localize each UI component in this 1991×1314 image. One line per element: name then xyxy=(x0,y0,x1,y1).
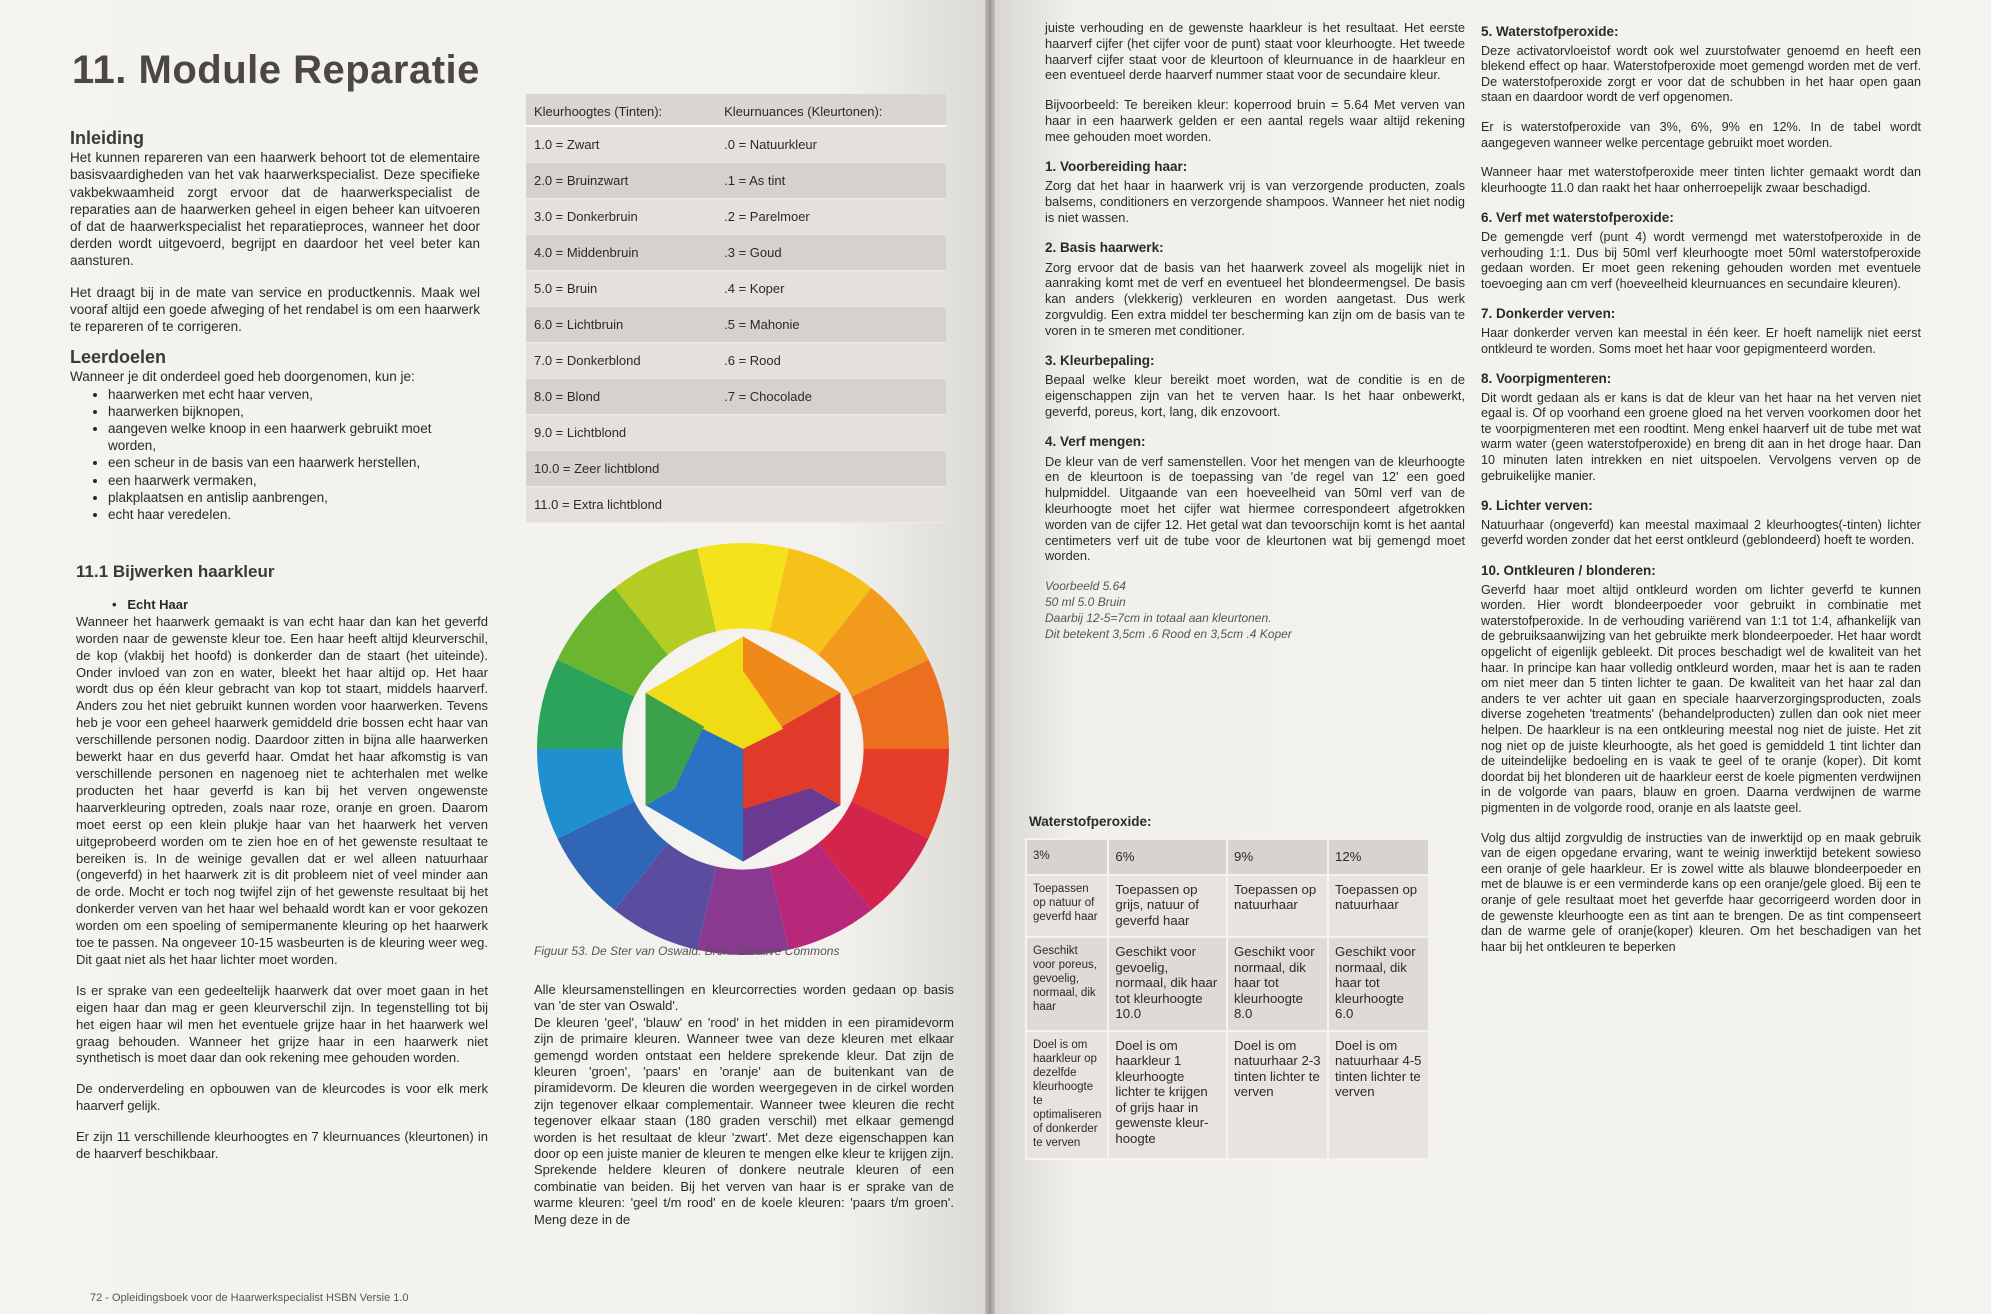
table-row xyxy=(526,235,946,271)
step-5-text-3: Wanneer haar met waterstofperoxide meer tinten lichter gemaakt wordt dan kleurhoogte 11.0 dan raakt het haar onherroepelijk zwaar beschadigd. xyxy=(1481,165,1921,195)
table-header: 6% xyxy=(1108,839,1227,875)
step-8-text: Dit wordt gedaan als er kans is dat de kleur van het haar na het verven niet egaal is. Of op voorhand een groene gloed na het verven voorkomen door het te voorpigmenteren met een roodtint. Meng enkel haarverf uit de tube met wat warm water (geen waterstofperoxide) en breng dit aan in het droge haar. Dan 10 minuten laten intrekken en niet uitspoelen. Vervolgens verven op de gebruikelijke manier. xyxy=(1481,390,1921,483)
table-cell: 1.0 = Zwart xyxy=(526,126,716,163)
step-6-title: 6. Verf met waterstofperoxide: xyxy=(1481,210,1674,226)
table-row xyxy=(526,271,946,307)
left-column-body xyxy=(76,564,488,1177)
right-column-1 xyxy=(1045,20,1465,642)
page-footer: 72 - Opleidingsboek voor de Haarwerkspecialist HSBN Versie 1.0 xyxy=(90,1292,409,1304)
right-column-2 xyxy=(1481,24,1921,969)
left-column-top xyxy=(70,130,480,537)
table-row xyxy=(526,199,946,235)
oswald-paragraph-2: De kleuren 'geel', 'blauw' en 'rood' in het midden in een piramidevorm zijn de primaire kleuren. Wanneer twee van deze kleuren met elkaar gemengd worden ontstaat een heldere sprekende kleur. Dat zijn de kleuren 'groen', 'paars' en 'oranje' aan de buitenkant van de piramidevorm. De kleuren die worden weergegeven in de cirkel worden zijn tegenover elkaar complementair. Wanneer twee kleuren die recht tegenover elkaar staan (180 graden verschil) met elkaar gemengd worden is het resultaat de kleur 'zwart'. Met deze eigenschappen kan door op een juiste manier de kleuren te mengen elke kleur te krijgen zijn. Sprekende heldere kleuren of donkere neutrale kleuren of een combinatie van beiden. Bij het verven van haar is er sprake van de warme kleuren: 'geel t/m rood' en de koele kleuren: 'paars t/m groen'. Meng deze in de xyxy=(534,1014,954,1227)
table-row xyxy=(1026,839,1429,875)
inleiding-heading: Inleiding xyxy=(70,128,144,148)
table-row xyxy=(526,126,946,163)
table-cell: .1 = As tint xyxy=(716,163,946,199)
table-row xyxy=(526,451,946,487)
table-row xyxy=(526,379,946,415)
table-cell: .2 = Parelmoer xyxy=(716,199,946,235)
voorbeeld-line: Dit betekent 3,5cm .6 Rood en 3,5cm .4 Koper xyxy=(1045,627,1292,642)
step-9-title: 9. Lichter verven: xyxy=(1481,498,1593,514)
step-10-text-2: Volg dus altijd zorgvuldig de instructies van de inwerktijd op en maak gebruik van de eigen opgedane ervaring, want te weinig inwerktijd betekent sowieso een oranje of gele haarkleur. Er is zowel witte als blauwe blondeerpoeder en met de blauwe is er een verminderde kans op een oranje/gele gloed. Bij een te oranje of gele resultaat moet het geverfde haar gecorrigeerd worden door in de gewenste kleurhoogte een as tint aan te brengen. De as tint compenseert dan de warme gele of oranje(koper) kleuren. Om het beschadigen van het haar bij het ontkleuren te beperken xyxy=(1481,830,1921,954)
step-3-title: 3. Kleurbepaling: xyxy=(1045,352,1155,368)
echt-haar-paragraph-4: Er zijn 11 verschillende kleurhoogtes en 7 kleurnuances (kleurtonen) in de haarverf beschikbaar. xyxy=(76,1129,488,1162)
table-cell: Doel is om natuurhaar 2-3 tinten lichter te verven xyxy=(1227,1031,1328,1159)
list-item: • aangeven welke knoop in een haarwerk gebruikt moet worden, xyxy=(108,420,480,454)
table-cell: .7 = Chocolade xyxy=(716,379,946,415)
echt-haar-paragraph-2: Is er sprake van een gedeeltelijk haarwerk dat over moet gaan in het eigen haar dan mag er geen kleurverschil zijn. In tegenstelling tot bij het eigen haar wil men het eventuele grijze haar in het haarwerk wel graag behouden. Wanneer het grijze haar in een haarwerk niet synthetisch is moet daar dan ook rekening mee gehouden worden. xyxy=(76,982,488,1066)
echt-haar-paragraph-3: De onderverdeling en opbouwen van de kleurcodes is voor elk merk haarverf gelijk. xyxy=(76,1081,488,1114)
step-1-text: Zorg dat het haar in haarwerk vrij is van verzorgende producten, zoals balsems, conditioners en verzorgende shampoos. Wanneer het niet nodig is niet wassen. xyxy=(1045,178,1465,225)
list-item: • plakplaatsen en antislip aanbrengen, xyxy=(108,489,480,506)
table-row xyxy=(526,343,946,379)
table-row xyxy=(526,163,946,199)
table-cell: .3 = Goud xyxy=(716,235,946,271)
waterstofperoxide-table xyxy=(1025,838,1430,1160)
list-item: • haarwerken bijknopen, xyxy=(108,403,480,420)
table-cell: .5 = Mahonie xyxy=(716,307,946,343)
table-cell: 9.0 = Lichtblond xyxy=(526,415,716,451)
step-5-text: Deze activatorvloeistof wordt ook wel zuurstofwater genoemd en heeft een blekend effect op haar. Waterstofperoxide moet gemengd worden met de verf. De waterstofperoxide zorgt er voor dat de schubben in het haar open gaan staan en daardoor wordt de verf opgenomen. xyxy=(1481,43,1921,105)
table-cell xyxy=(716,415,946,451)
left-page xyxy=(0,0,985,1314)
table-cell: Geschikt voor normaal, dik haar tot kleurhoogte 8.0 xyxy=(1227,937,1328,1031)
table-row xyxy=(1026,1031,1429,1159)
right-page xyxy=(995,0,1991,1314)
step-4-text: De kleur van de verf samenstellen. Voor het mengen van de kleurhoogte en de kleurtoon is de toepassing van 'de regel van 12' een goed hulpmiddel. Uitgaande van een hoeveelheid van 50ml verf van de kleurhoogte moet het cijfer wat hiermee correspondeert afgetrokken worden van de cijfer 12. Het getal wat dan tevoorschijn komt is het aantal centimeters verf uit de tube voor de kleurtonen wat bij gemengd moet worden. xyxy=(1045,453,1465,564)
oswald-text xyxy=(534,982,954,1228)
step-10-title: 10. Ontkleuren / blonderen: xyxy=(1481,563,1656,579)
table-cell: 7.0 = Donkerblond xyxy=(526,343,716,379)
color-codes-table xyxy=(526,94,946,523)
table-cell: Doel is om natuurhaar 4-5 tinten lichter te verven xyxy=(1328,1031,1429,1159)
step-1-title: 1. Voorbereiding haar: xyxy=(1045,158,1188,174)
table-cell: .6 = Rood xyxy=(716,343,946,379)
table-header: 9% xyxy=(1227,839,1328,875)
list-item: • haarwerken met echt haar verven, xyxy=(108,386,480,403)
table-cell: 2.0 = Bruinzwart xyxy=(526,163,716,199)
table-cell: 8.0 = Blond xyxy=(526,379,716,415)
voorbeeld-line: 50 ml 5.0 Bruin xyxy=(1045,595,1126,610)
page-title: 11. Module Reparatie xyxy=(72,48,480,92)
table-cell: Doel is om haarkleur 1 kleurhoogte lichter te krijgen of grijs haar in gewenste kleur-hoogte xyxy=(1108,1031,1227,1159)
step-8-title: 8. Voorpigmenteren: xyxy=(1481,371,1612,387)
step-3-text: Bepaal welke kleur bereikt moet worden, wat de conditie is en de eigenschappen zijn van het te verven haar. Is het haar onbewerkt, geverfd, poreus, kort, lang, dik enzovoort. xyxy=(1045,372,1465,419)
step-4-title: 4. Verf mengen: xyxy=(1045,433,1146,449)
step-5-title: 5. Waterstofperoxide: xyxy=(1481,24,1619,39)
step-7-text: Haar donkerder verven kan meestal in één keer. Er hoeft namelijk niet eerst ontkleurd te worden. Soms moet het haar voor gepigmenteerd worden. xyxy=(1481,325,1921,356)
table-cell: Geschikt voor gevoelig, normaal, dik haar tot kleurhoogte 10.0 xyxy=(1108,937,1227,1031)
step-7-title: 7. Donkerder verven: xyxy=(1481,306,1616,322)
table-header: Kleurhoogtes (Tinten): xyxy=(526,94,716,126)
list-item: • echt haar veredelen. xyxy=(108,506,480,523)
voorbeeld-line: Voorbeeld 5.64 xyxy=(1045,579,1126,594)
inleiding-paragraph-1: Het kunnen repareren van een haarwerk behoort tot de elementaire basisvaardigheden van het vak haarwerkspecialist. Deze specifieke vakbekwaamheid zorgt ervoor dat de haarwerkspecialist de reparaties aan de haarwerken geheel in eigen beheer kan uitvoeren of dat de haarwerkspecialist het reparatieproces, wanneer het door derden wordt uitgevoerd, begrijpt en daardoor het veel beter kan aansturen. xyxy=(70,150,480,269)
leerdoelen-intro: Wanneer je dit onderdeel goed heb doorgenomen, kun je: xyxy=(70,369,415,385)
table-header: Kleurnuances (Kleurtonen): xyxy=(716,94,946,126)
table-row xyxy=(1026,937,1429,1031)
table-cell: 5.0 = Bruin xyxy=(526,271,716,307)
leerdoelen-heading: Leerdoelen xyxy=(70,347,167,368)
table-cell: 6.0 = Lichtbruin xyxy=(526,307,716,343)
table-cell: .0 = Natuurkleur xyxy=(716,126,946,163)
oswald-color-star xyxy=(532,538,954,960)
figure-caption: Figuur 53. De Ster van Oswald. Bron: Creative Commons xyxy=(534,944,840,958)
book-gutter xyxy=(985,0,995,1314)
table-cell: Geschikt voor poreus, gevoelig, normaal, dik haar xyxy=(1026,937,1108,1031)
step-2-title: 2. Basis haarwerk: xyxy=(1045,239,1164,255)
table-cell: 10.0 = Zeer lichtblond xyxy=(526,451,716,487)
echt-haar-paragraph-1: Wanneer het haarwerk gemaakt is van echt haar dan kan het geverfd worden naar de gewenste kleur toe. Een haar heeft altijd kleurverschil, de kop (vlakbij het hoofd) is donkerder dan de staart (het uiteinde). Onder invloed van zon en water, bleekt het haar altijd op. Het haar wordt dus op één kleur gebracht van kop tot staart, middels haarverf. Anders zou het niet gebruikt kunnen worden voor haarwerken. Tevens heb je voor een geheel haarwerk gemiddeld drie bossen echt haar van verschillende personen nodig. Daardoor zitten in bijna alle haarwerken bewerkt haar en dus geverfd haar. Omdat het haar afkomstig is van verschillende personen en nagenoeg niet te achterhalen met welke producten het haar geverfd is kan bij het verven ongewenste haarverkleuring optreden, zoals naar roze, oranje en groen. Daarom moet eerst op een klein plukje haar van het haarwerk het verven uitgeprobeerd worden om te zien hoe en of het gewenste resultaat te bereiken is. In de weinige gevallen dat er wel alleen natuurhaar (ongeverfd) in het haarwerk zit is dit probleem niet of veel minder aan de orde. Mocht er toch nog twijfel zijn of het gewenste resultaat bij het donkerder verven van het haar wel behaald wordt kan er voor gekozen worden om een spoeling of semipermanente kleuring op het haarwerk toe te passen. Na ongeveer 10-15 wasbeurten is de kleuring weer weg. Dit gaat niet als het haar lichter moet worden. xyxy=(76,613,488,967)
table-row xyxy=(1026,875,1429,938)
table-cell xyxy=(716,451,946,487)
list-item: • een scheur in de basis van een haarwerk herstellen, xyxy=(108,454,480,471)
table-cell: Doel is om haarkleur op dezelfde kleurhoogte te optimaliseren of donkerder te verven xyxy=(1026,1031,1108,1159)
table-cell: 11.0 = Extra lichtblond xyxy=(526,487,716,523)
oswald-paragraph-1: Alle kleursamenstellingen en kleurcorrecties worden gedaan op basis van 'de ster van Oswald'. xyxy=(534,982,954,1014)
table-header: 12% xyxy=(1328,839,1429,875)
leerdoelen-list xyxy=(70,386,480,524)
table-cell: .4 = Koper xyxy=(716,271,946,307)
wtab-title: Waterstofperoxide: xyxy=(1029,814,1152,829)
list-item: • een haarwerk vermaken, xyxy=(108,472,480,489)
step-5-text-2: Er is waterstofperoxide van 3%, 6%, 9% en 12%. In de tabel wordt aangegeven wanneer welke percentage gebruikt moet worden. xyxy=(1481,119,1921,150)
table-cell: Toepassen op natuurhaar xyxy=(1227,875,1328,938)
voorbeeld-line: Daarbij 12-5=7cm in totaal aan kleurtonen. xyxy=(1045,611,1272,626)
table-cell xyxy=(716,487,946,523)
table-cell: 4.0 = Middenbruin xyxy=(526,235,716,271)
table-cell: Toepassen op grijs, natuur of geverfd haar xyxy=(1108,875,1227,938)
table-row xyxy=(526,415,946,451)
step-9-text: Natuurhaar (ongeverfd) kan meestal maximaal 2 kleurhoogtes(-tinten) lichter geverfd worden zonder dat het eerst ontkleurd (geblondeerd) hoeft te worden. xyxy=(1481,517,1921,548)
table-cell: Toepassen op natuurhaar xyxy=(1328,875,1429,938)
voorbeeld-box xyxy=(1045,578,1465,642)
step-2-text: Zorg ervoor dat de basis van het haarwerk zoveel als mogelijk niet in aanraking komt met de verf en eventueel het blondeermengsel. De basis kan anders (vlekkerig) verkleuren en worden aangetast. Dus werk zorgvuldig. Een extra middel ter bescherming kan zijn om de basis van te voren in te smeren met conditioner. xyxy=(1045,259,1465,338)
table-header: 3% xyxy=(1026,839,1108,875)
table-row xyxy=(526,307,946,343)
voorbeeld-paragraph: Bijvoorbeeld: Te bereiken kleur: koperrood bruin = 5.64 Met verven van haar in een haarwerk gelden er een aantal regels waar altijd rekening mee gehouden moet worden. xyxy=(1045,97,1465,144)
intro-paragraph: juiste verhouding en de gewenste haarkleur is het resultaat. Het eerste haarverf cijfer (het cijfer voor de punt) staat voor kleurhoogte. Het tweede haarverf cijfer staat voor de kleurtoon of kleurnuance in de haarkleur en een eventueel derde haarverf nummer staat voor de secundaire kleur. xyxy=(1045,20,1465,83)
table-cell: Geschikt voor normaal, dik haar tot kleurhoogte 6.0 xyxy=(1328,937,1429,1031)
section-heading: 11.1 Bijwerken haarkleur xyxy=(76,562,275,581)
step-10-text: Geverfd haar moet altijd ontkleurd worden om lichter geverfd te kunnen worden. Hier wordt blondeerpoeder voor gebruikt in combinatie met waterstofperoxide. In de verhouding variërend van 1:1 tot 1:4, afhankelijk van de gebruiksaanwijzing van het gebruikte merk blondeerpoeder. Het haar wordt opgelicht of eigenlijk gebleekt. Dit proces beschadigt wel de kwaliteit van het haar. In principe kan haar volledig ontkleurd worden, maar het is aan te raden om niet meer dan 5 tinten lichter te gaan. De kwaliteit van het haar zal dan anders te ver achter uit gaan en speciale haarverzorgingsproducten, zoals diverse zogeheten 'treatments' (behandelproducten) zullen dan ook niet meer helpen. De haarkleur is na een ontkleuring meestal nog niet de juiste. Het zit nog niet op de juiste kleurhoogte, als het goed is gemiddeld 1 tint lichter dan de uiteindelijke bedoeling en is vaak te geel of te oranje (koper). Dit komt doordat bij het blonderen uit de haarkleur eerst de koele pigmenten verdwijnen in de volgorde van paars, blauw en groen. Daarna verdwijnen de warme pigmenten in de volgorde rood, oranje en als laatste geel. xyxy=(1481,582,1921,815)
table-cell: Toepassen op natuur of geverfd haar xyxy=(1026,875,1108,938)
step-6-text: De gemengde verf (punt 4) wordt vermengd met waterstofperoxide in de verhouding 1:1. Dus bij 50ml verf kleurhoogte moet 50ml waterstofperoxide gedaan worden. Er moet geen rekening gehouden worden met eventuele toevoeging aan cm verf (hoeveelheid kleurnuances en secundaire kleuren). xyxy=(1481,229,1921,291)
inleiding-paragraph-2: Het draagt bij in de mate van service en productkennis. Maak wel vooraf altijd een goede afweging of het rendabel is om een haarwerk te repareren of te corrigeren. xyxy=(70,284,480,335)
table-row xyxy=(526,487,946,523)
table-cell: 3.0 = Donkerbruin xyxy=(526,199,716,235)
echt-haar-label: • Echt Haar xyxy=(112,596,189,612)
